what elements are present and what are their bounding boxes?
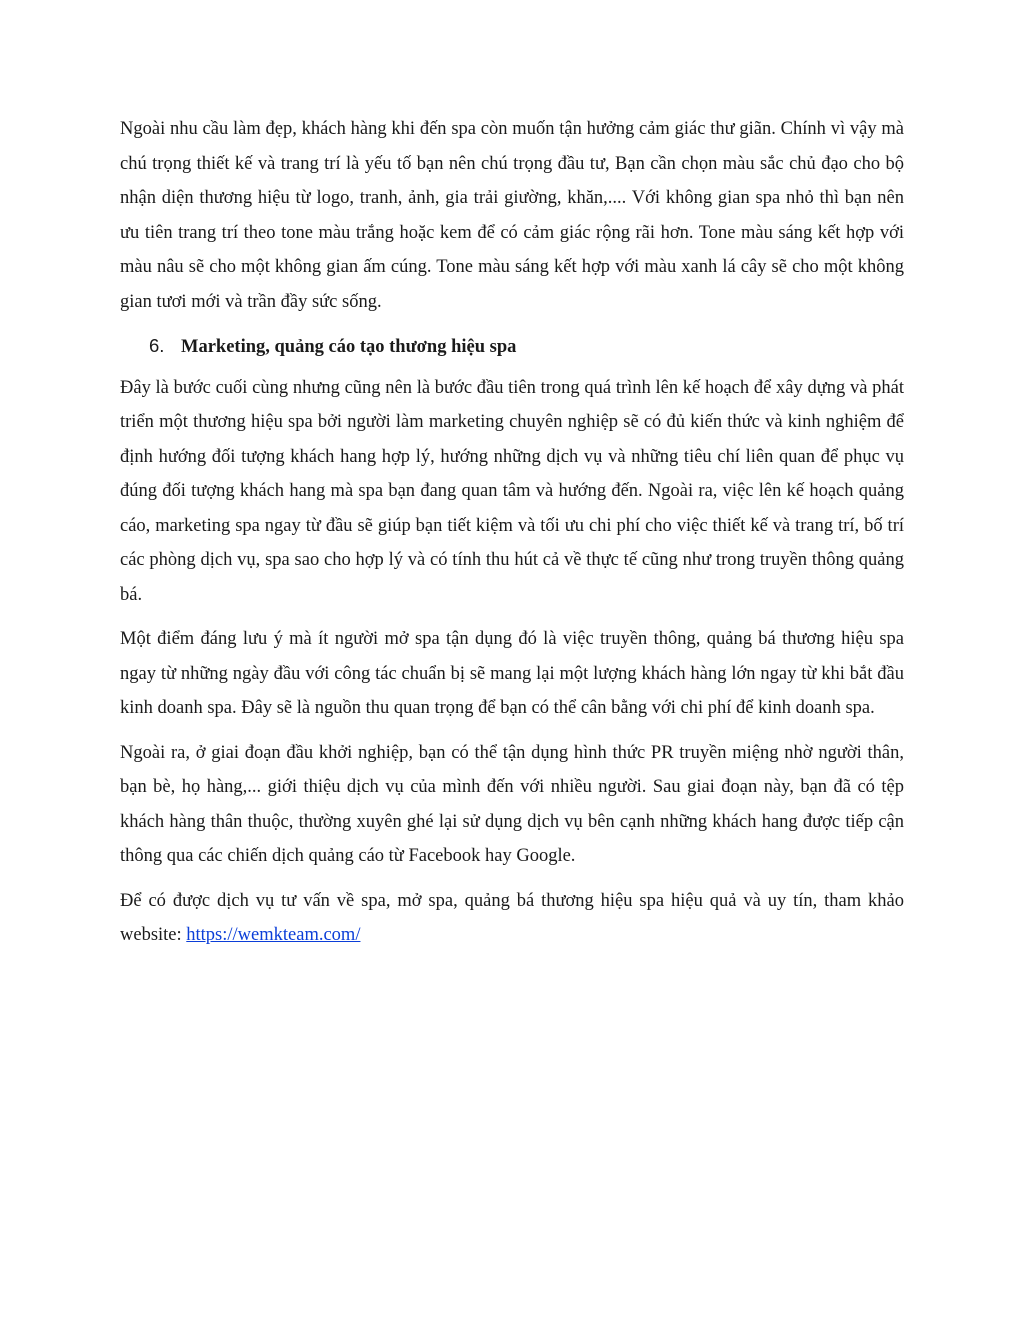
body-paragraph-3: Ngoài ra, ở giai đoạn đầu khởi nghiệp, bạn có thể tận dụng hình thức PR truyền miệng nhờ người thân, bạn bè, họ hàng,... giới thiệu dịch vụ của mình đến với nhiều người. Sau giai đoạn này, bạn đã có tệp khách hàng thân thuộc, thường xuyên ghé lại sử dụng dịch vụ bên cạnh những khách hang được tiếp cận thông qua các chiến dịch quảng cáo từ Facebook hay Google. bbox=[120, 742, 904, 866]
document-page bbox=[120, 112, 904, 963]
closing-paragraph bbox=[120, 884, 904, 953]
closing-text: Để có được dịch vụ tư vấn về spa, mở spa, quảng bá thương hiệu spa hiệu quả và uy tín, tham khảo website: bbox=[120, 890, 904, 945]
section-title: Marketing, quảng cáo tạo thương hiệu spa bbox=[181, 337, 517, 357]
website-link[interactable]: https://wemkteam.com/ bbox=[186, 925, 361, 945]
section-heading bbox=[120, 329, 904, 365]
body-paragraph-2: Một điểm đáng lưu ý mà ít người mở spa tận dụng đó là việc truyền thông, quảng bá thương hiệu spa ngay từ những ngày đầu với công tác chuẩn bị sẽ mang lại một lượng khách hàng lớn ngay từ khi bắt đầu kinh doanh spa. Đây sẽ là nguồn thu quan trọng để bạn có thể cân bằng với chi phí để kinh doanh spa. bbox=[120, 629, 904, 718]
intro-paragraph: Ngoài nhu cầu làm đẹp, khách hàng khi đến spa còn muốn tận hưởng cảm giác thư giãn. Chính vì vậy mà chú trọng thiết kế và trang trí là yếu tố bạn nên chú trọng đầu tư, Bạn cần chọn màu sắc chủ đạo cho bộ nhận diện thương hiệu từ logo, tranh, ảnh, gia trải giường, khăn,.... Với không gian spa nhỏ thì bạn nên ưu tiên trang trí theo tone màu trắng hoặc kem để có cảm giác rộng rãi hơn. Tone màu sáng kết hợp với màu nâu sẽ cho một không gian ấm cúng. Tone màu sáng kết hợp với màu xanh lá cây sẽ cho một không gian tươi mới và trần đầy sức sống. bbox=[120, 119, 904, 312]
section-number: 6. bbox=[149, 335, 165, 356]
body-paragraph-1: Đây là bước cuối cùng nhưng cũng nên là bước đầu tiên trong quá trình lên kế hoạch để xây dựng và phát triển một thương hiệu spa bởi người làm marketing chuyên nghiệp sẽ có đủ kiến thức và kinh nghiệm để định hướng đối tượng khách hang hợp lý, hướng những dịch vụ và những tiêu chí liên quan để phục vụ đúng đối tượng khách hang mà spa bạn đang quan tâm và hướng đến. Ngoài ra, việc lên kế hoạch quảng cáo, marketing spa ngay từ đầu sẽ giúp bạn tiết kiệm và tối ưu chi phí cho việc thiết kế và trang trí, bố trí các phòng dịch vụ, spa sao cho hợp lý và có tính thu hút cả về thực tế cũng như trong truyền thông quảng bá. bbox=[120, 377, 904, 605]
